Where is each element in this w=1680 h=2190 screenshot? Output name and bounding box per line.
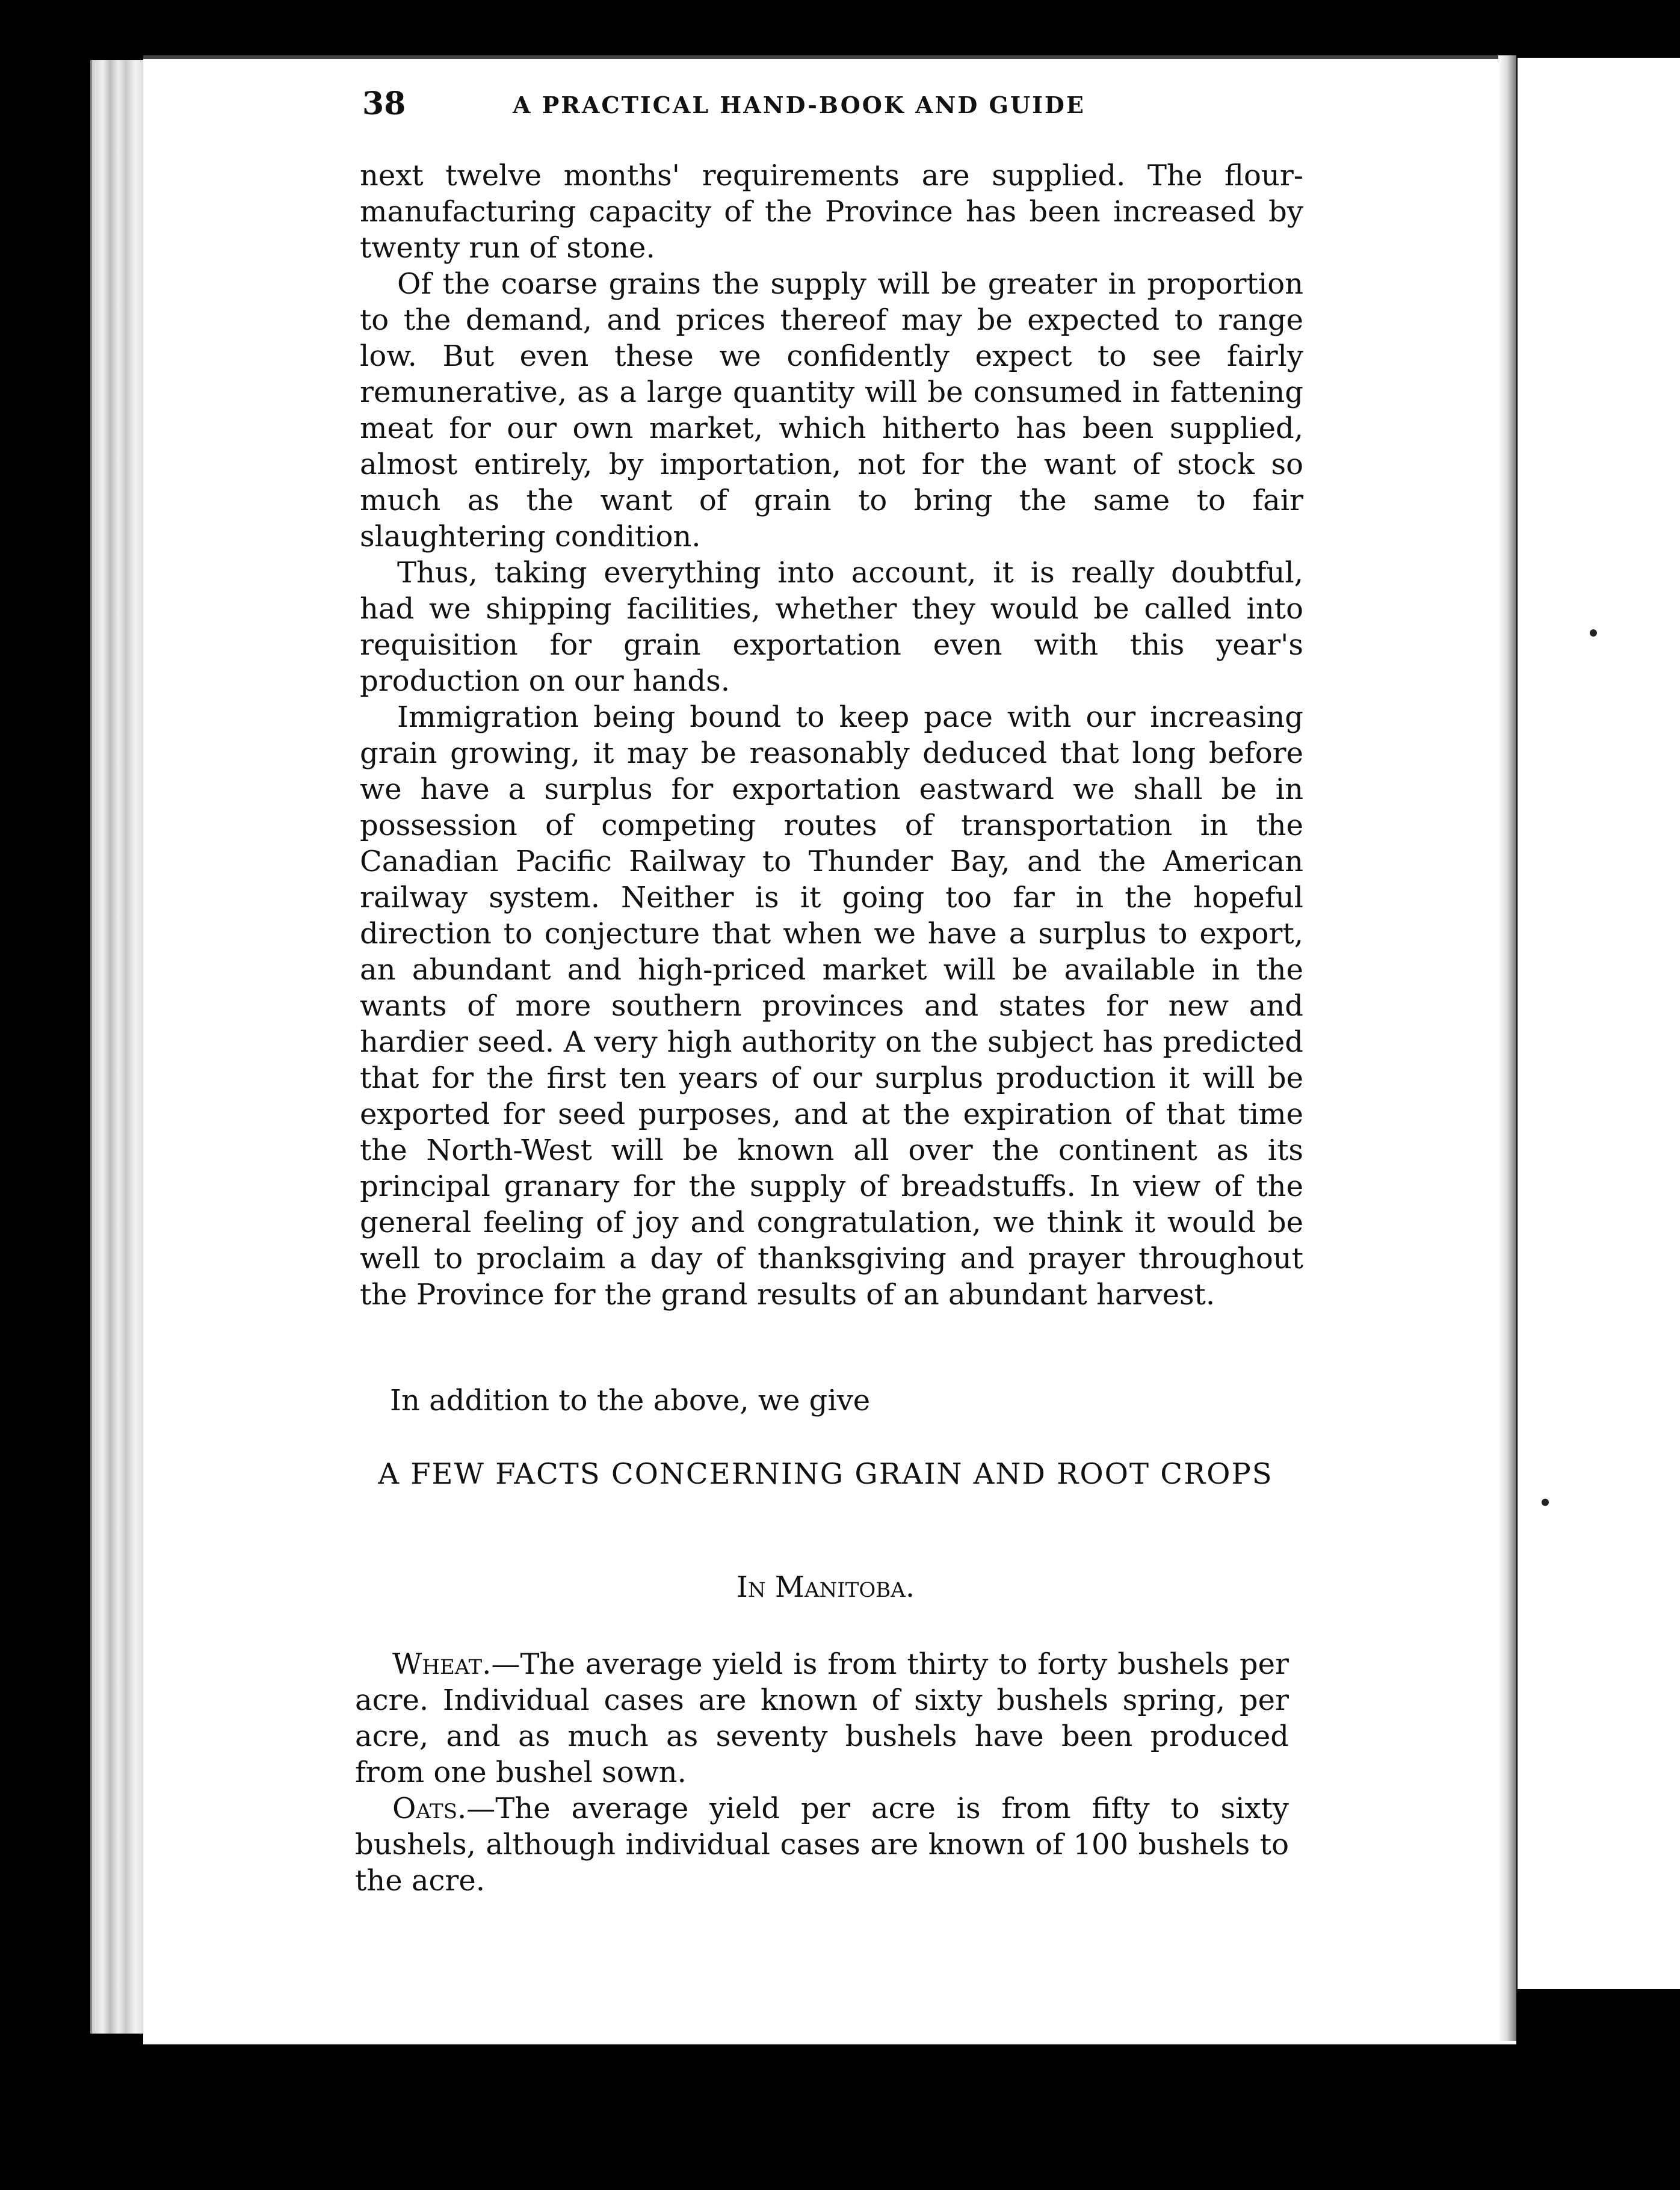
crop-entry-wheat	[355, 1646, 1289, 1791]
crop-name: Wheat.	[392, 1647, 492, 1681]
subheading: In Manitoba.	[736, 1570, 915, 1604]
running-title: A PRACTICAL HAND-BOOK AND GUIDE	[513, 91, 1086, 119]
crop-description: —The average yield per acre is from fifty to sixty bushels, although individual cases are known of 100 bushels to the acre.	[355, 1792, 1289, 1898]
facing-page	[1518, 58, 1680, 1989]
paragraph: Thus, taking everything into account, it is really doubtful, had we shipping facilities, whether they would be called into requisition for grain exportation even with this year's production on our hands.	[360, 556, 1303, 698]
body-text	[360, 158, 1303, 1313]
paragraph: next twelve months' requirements are supplied. The flour-manufacturing capacity of the Province has been increased by twenty run of stone.	[360, 159, 1303, 265]
speck-mark	[1542, 1499, 1549, 1506]
speck-mark	[1590, 629, 1597, 637]
paragraph: Of the coarse grains the supply will be greater in proportion to the demand, and prices thereof may be expected to range low. But even these we confidently expect to see fairly remunerative, as a large quantity will be consumed in fattening meat for our own market, which hitherto has been supplied, almost entirely, by importation, not for the want of stock so much as the want of grain to bring the same to fair slaughtering condition.	[360, 267, 1303, 554]
page-header	[224, 85, 1391, 128]
crop-description: —The average yield is from thirty to forty bushels per acre. Individual cases are known of sixty bushels spring, per acre, and as much as seventy bushels have been produced from one bushel sown.	[355, 1647, 1289, 1789]
addition-line: In addition to the above, we give	[390, 1384, 871, 1417]
page-number: 38	[362, 85, 406, 122]
paragraph: Immigration being bound to keep pace with our increasing grain growing, it may be reasonably deduced that long before we have a surplus for exportation eastward we shall be in possession of competing routes of transportation in the Canadian Pacific Railway to Thunder Bay, and the American railway system. Neither is it going too far in the hopeful direction to conjecture that when we have a surplus to export, an abundant and high-priced market will be available in the wants of more southern provinces and states for new and hardier seed. A very high authority on the subject has predicted that for the first ten years of our surplus production it will be exported for seed purposes, and at the expiration of that time the North-West will be known all over the continent as its principal granary for the supply of breadstuffs. In view of the general feeling of joy and congratulation, we think it would be well to proclaim a day of thanksgiving and prayer throughout the Province for the grand results of an abundant harvest.	[360, 700, 1303, 1312]
gutter-shadow	[1498, 55, 1516, 2041]
crop-entry-oats	[355, 1791, 1289, 1899]
section-heading: A FEW FACTS CONCERNING GRAIN AND ROOT CROPS	[378, 1457, 1273, 1491]
crop-facts	[355, 1646, 1289, 1899]
crop-name: Oats.	[392, 1792, 467, 1825]
